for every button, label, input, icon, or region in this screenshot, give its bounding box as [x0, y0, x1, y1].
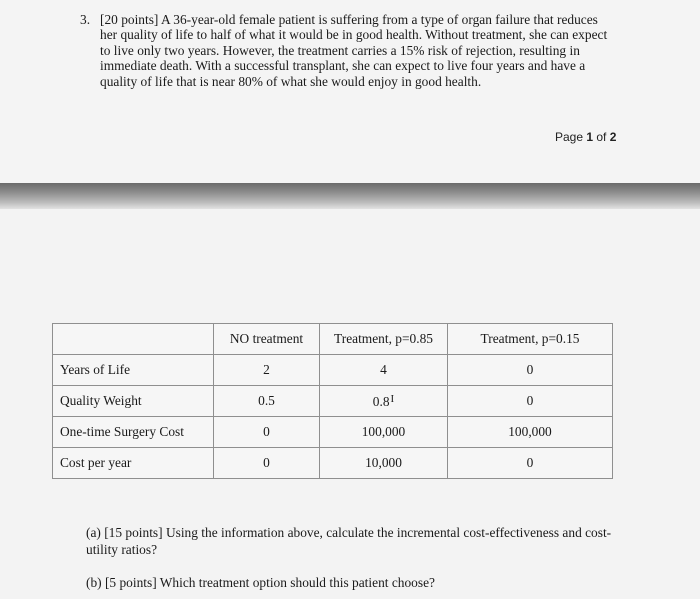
table-header-treatment-085: Treatment, p=0.85: [320, 324, 448, 355]
question-text: [20 points] A 36-year-old female patient is suffering from a type of organ failure that reduces her quality of life to half of what it would be in good health. Without treatment, she can expect to live only two years. However, the treatment carries a 15% risk of rejection, resulting in immediate death. With a successful transplant, she can expect to live four years and have a quality of life that is near 80% of what she would enjoy in good health.: [100, 12, 608, 89]
question-block: [80, 12, 615, 89]
cell-value: 0: [448, 355, 613, 386]
table-row: [53, 417, 613, 448]
cell-value: 4: [320, 355, 448, 386]
cell-value: 100,000: [320, 417, 448, 448]
cell-value: 0: [448, 448, 613, 479]
table-row: [53, 386, 613, 417]
cell-value: 0.5: [214, 386, 320, 417]
page-indicator: [555, 130, 616, 144]
cell-value: 0: [214, 417, 320, 448]
part-b-question: (b) [5 points] Which treatment option should this patient choose?: [86, 575, 435, 590]
row-label-surgery-cost: One-time Surgery Cost: [53, 417, 214, 448]
table-header-no-treatment: NO treatment: [214, 324, 320, 355]
data-table: [52, 323, 613, 479]
text-cursor-icon: I: [390, 392, 395, 405]
table-row: [53, 355, 613, 386]
table-row: [53, 448, 613, 479]
table-header-empty: [53, 324, 214, 355]
page-total: 2: [609, 130, 617, 144]
table-header-row: [53, 324, 613, 355]
page-one: [0, 0, 700, 183]
cell-value: 10,000: [320, 448, 448, 479]
cell-value: 0: [448, 386, 613, 417]
cell-value: 2: [214, 355, 320, 386]
table-header-treatment-015: Treatment, p=0.15: [448, 324, 613, 355]
question-number: 3.: [80, 12, 91, 27]
part-a-question: (a) [15 points] Using the information above, calculate the incremental cost-effectiveness and cost-utility ratios?: [86, 525, 612, 557]
row-label-cost-per-year: Cost per year: [53, 448, 214, 479]
page-middle: of: [593, 130, 610, 144]
page-prefix: Page: [555, 130, 587, 144]
row-label-quality: Quality Weight: [53, 386, 214, 417]
page-current: 1: [586, 130, 594, 144]
cell-value: 0.8: [372, 393, 390, 409]
cell-value-with-cursor: [320, 386, 448, 417]
cell-value: 0: [214, 448, 320, 479]
cell-value: 100,000: [448, 417, 613, 448]
page-separator: [0, 183, 700, 209]
row-label-years: Years of Life: [53, 355, 214, 386]
